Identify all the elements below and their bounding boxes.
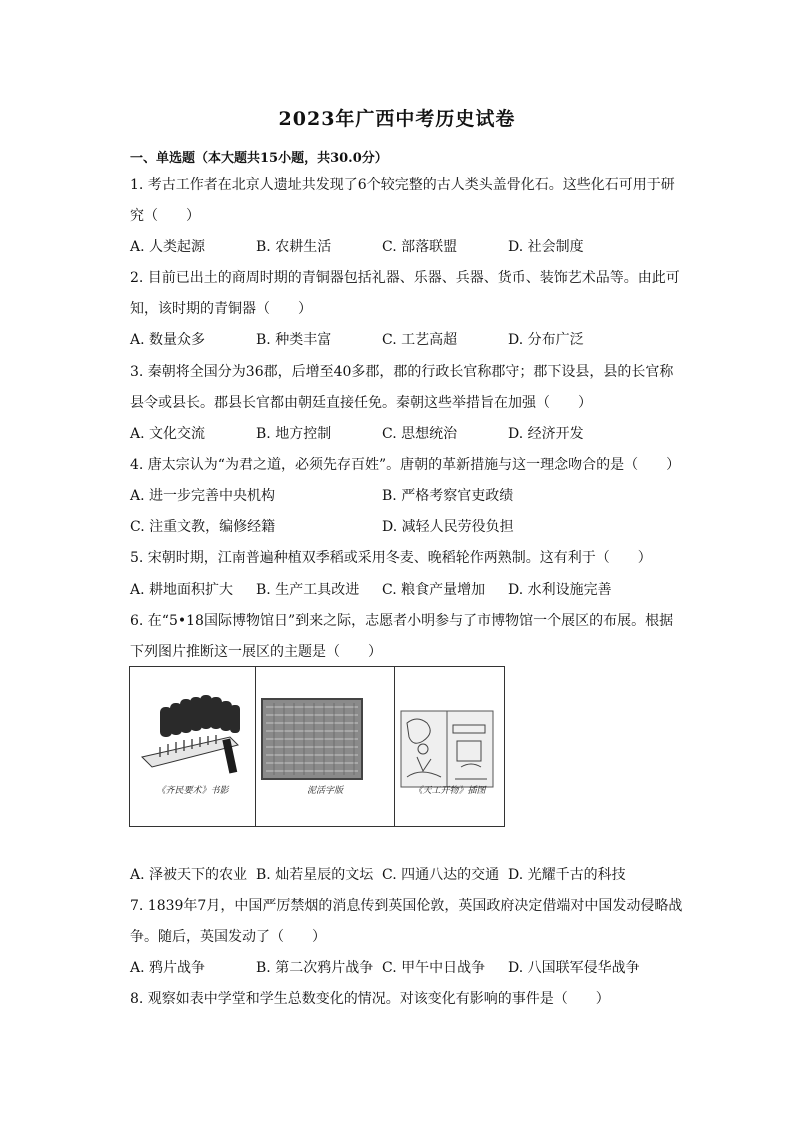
book-scroll-image <box>130 667 255 826</box>
q7-option-b[interactable]: B. 第二次鸦片战争 <box>256 960 374 976</box>
caption-tiangong-kaiwu: 《天工开物》插图 <box>413 786 486 796</box>
q3-option-c[interactable]: C. 思想统治 <box>382 426 458 442</box>
q1-option-b[interactable]: B. 农耕生活 <box>256 239 332 255</box>
question-5-line-1: 5. 宋朝时期，江南普遍种植双季稻或采用冬麦、晚稻轮作两熟制。这有利于（ ） <box>130 550 652 566</box>
q6-option-a[interactable]: A. 泽被天下的农业 <box>130 867 248 883</box>
caption-movable-type: 泥活字版 <box>306 786 343 796</box>
q1-option-a[interactable]: A. 人类起源 <box>130 239 206 255</box>
image-cell-movable-type <box>255 667 394 826</box>
q2-option-d[interactable]: D. 分布广泛 <box>508 332 584 348</box>
q5-option-d[interactable]: D. 水利设施完善 <box>508 582 612 598</box>
question-6-line-1: 6. 在“5•18国际博物馆日”到来之际，志愿者小明参与了市博物馆一个展区的布展。根据 <box>130 613 674 629</box>
q3-option-b[interactable]: B. 地方控制 <box>256 426 332 442</box>
q5-option-c[interactable]: C. 粮食产量增加 <box>382 582 486 598</box>
question-2-line-1: 2. 目前已出土的商周时期的青铜器包括礼器、乐器、兵器、货币、装饰艺术品等。由此可 <box>130 270 680 286</box>
q3-option-d[interactable]: D. 经济开发 <box>508 426 584 442</box>
caption-qimin-yaoshu: 《齐民要术》书影 <box>156 786 229 796</box>
q1-option-c[interactable]: C. 部落联盟 <box>382 239 458 255</box>
question-4-line-1: 4. 唐太宗认为“为君之道，必须先存百姓”。唐朝的革新措施与这一理念吻合的是（ ） <box>130 457 681 473</box>
q5-option-a[interactable]: A. 耕地面积扩大 <box>130 582 234 598</box>
q7-option-a[interactable]: A. 鸦片战争 <box>130 960 206 976</box>
image-cell-qimin-yaoshu <box>130 667 255 826</box>
question-7-line-1: 7. 1839年7月，中国严厉禁烟的消息传到英国伦敦，英国政府决定借端对中国发动侵略战 <box>130 898 683 914</box>
question-1-line-2: 究（ ） <box>130 208 200 224</box>
question-8-line-1: 8. 观察如表中学堂和学生总数变化的情况。对该变化有影响的事件是（ ） <box>130 991 610 1007</box>
question-2-line-2: 知，该时期的青铜器（ ） <box>130 301 312 317</box>
tiangong-kaiwu-illustration <box>395 667 504 826</box>
image-cell-tiangong-kaiwu <box>394 667 504 826</box>
page-title: 2023年广西中考历史试卷 <box>278 108 516 130</box>
question-7-line-2: 争。随后，英国发动了（ ） <box>130 929 326 945</box>
movable-type-image <box>256 667 394 826</box>
q5-option-b[interactable]: B. 生产工具改进 <box>256 582 360 598</box>
question-1-line-1: 1. 考古工作者在北京人遗址共发现了6个较完整的古人类头盖骨化石。这些化石可用于研 <box>130 177 675 193</box>
q6-option-d[interactable]: D. 光耀千古的科技 <box>508 867 626 883</box>
q4-option-a[interactable]: A. 进一步完善中央机构 <box>130 488 276 504</box>
q2-option-a[interactable]: A. 数量众多 <box>130 332 206 348</box>
question-3-line-2: 县令或县长。郡县长官都由朝廷直接任免。秦朝这些举措旨在加强（ ） <box>130 395 592 411</box>
q7-option-c[interactable]: C. 甲午中日战争 <box>382 960 486 976</box>
q4-option-b[interactable]: B. 严格考察官吏政绩 <box>382 488 514 504</box>
question-6-line-2: 下列图片推断这一展区的主题是（ ） <box>130 644 382 660</box>
q3-option-a[interactable]: A. 文化交流 <box>130 426 206 442</box>
q4-option-c[interactable]: C. 注重文教，编修经籍 <box>130 519 276 535</box>
q1-option-d[interactable]: D. 社会制度 <box>508 239 584 255</box>
q2-option-c[interactable]: C. 工艺高超 <box>382 332 458 348</box>
question-3-line-1: 3. 秦朝将全国分为36郡，后增至40多郡，郡的行政长官称郡守；郡下设县，县的长官称 <box>130 364 674 380</box>
q6-option-b[interactable]: B. 灿若星辰的文坛 <box>256 867 374 883</box>
section-heading: 一、单选题（本大题共15小题，共30.0分） <box>130 151 388 166</box>
q7-option-d[interactable]: D. 八国联军侵华战争 <box>508 960 640 976</box>
q2-option-b[interactable]: B. 种类丰富 <box>256 332 332 348</box>
image-table <box>129 666 505 827</box>
q6-option-c[interactable]: C. 四通八达的交通 <box>382 867 500 883</box>
q4-option-d[interactable]: D. 减轻人民劳役负担 <box>382 519 514 535</box>
